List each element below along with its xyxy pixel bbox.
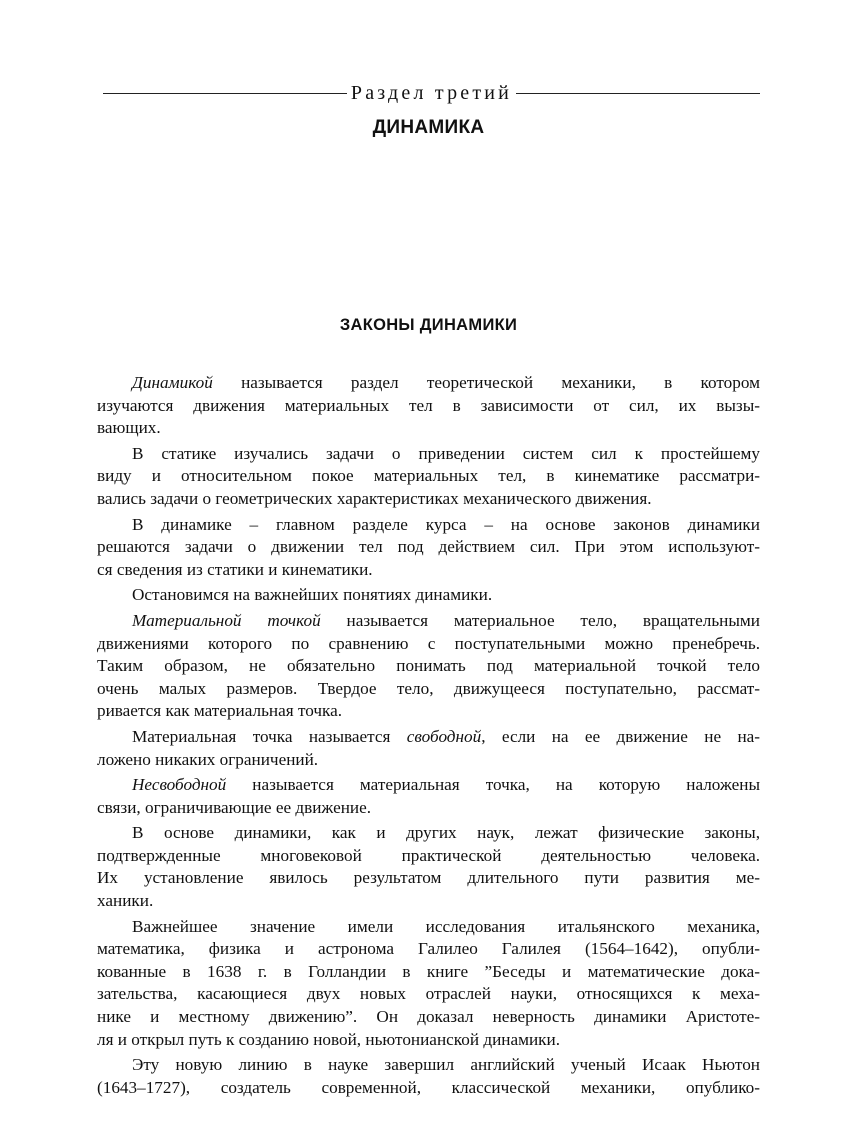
- text-line: Таким образом, не обязательно понимать под материальной точкой тело: [97, 656, 760, 676]
- text-line: Несвободной называется материальная точка, на которую наложены: [132, 775, 760, 795]
- text-line: В статике изучались задачи о приведении систем сил к простейшему: [132, 443, 760, 463]
- text-line: кованные в 1638 г. в Голландии в книге ”Беседы и математические дока-: [97, 961, 760, 981]
- text-line: нике и местному движению”. Он доказал неверность динамики Аристоте-: [97, 1007, 760, 1027]
- text-line: Их установление явилось результатом длительного пути развития ме-: [97, 868, 760, 888]
- text-line: ся сведения из статики и кинематики.: [97, 559, 373, 579]
- left-rule: [103, 93, 347, 94]
- paragraph: [97, 774, 760, 819]
- text-line: Материальная точка называется свободной, если на ее движение не на-: [132, 726, 761, 746]
- paragraph: [97, 372, 760, 440]
- paragraph: [97, 822, 760, 912]
- text-line: (1643–1727), создатель современной, классической механики, опублико-: [97, 1077, 760, 1097]
- text-line: очень малых размеров. Твердое тело, движущееся поступательно, рассмат-: [97, 678, 760, 698]
- term-non-free: Несвободной: [132, 775, 227, 795]
- text-line: ривается как материальная точка.: [97, 701, 343, 721]
- paragraph: [97, 584, 760, 607]
- right-rule: [516, 93, 760, 94]
- section-label: Раздел третий: [350, 81, 513, 104]
- text-line: Эту новую линию в науке завершил английский ученый Исаак Ньютон: [132, 1055, 760, 1075]
- section-header: [103, 78, 760, 108]
- text-line: решаются задачи о движении тел под действием сил. При этом используют-: [97, 537, 760, 557]
- text-line: изучаются движения материальных тел в зависимости от сил, их вызы-: [97, 395, 760, 415]
- text-line: виду и относительном покое материальных тел, в кинематике рассматри-: [97, 466, 760, 486]
- text-line: ля и открыл путь к созданию новой, ньютонианской динамики.: [97, 1029, 561, 1049]
- term-free: свободной: [406, 726, 482, 746]
- text-line: вались задачи о геометрических характеристиках механического движения.: [97, 488, 652, 508]
- paragraph: [97, 1054, 760, 1099]
- text-line: ханики.: [97, 891, 154, 911]
- text-line: Динамикой называется раздел теоретической механики, в котором: [132, 373, 760, 392]
- term-material-point: Материальной точкой: [132, 610, 321, 630]
- text-line: ложено никаких ограничений.: [97, 749, 319, 769]
- text-line: вающих.: [97, 418, 161, 438]
- text-line: подтвержденные многовековой практической деятельностью человека.: [97, 845, 760, 865]
- paragraph: [97, 726, 760, 771]
- text-line: связи, ограничивающие ее движение.: [97, 797, 372, 817]
- paragraph: [97, 610, 760, 723]
- text-line: В основе динамики, как и других наук, лежат физические законы,: [132, 823, 760, 843]
- paragraph: [97, 514, 760, 582]
- text-line: математика, физика и астронома Галилео Галилея (1564–1642), опубли-: [97, 939, 760, 959]
- text-line: движениями которого по сравнению с поступательными можно пренебречь.: [97, 633, 760, 653]
- part-title: ДИНАМИКА: [372, 117, 485, 138]
- text-line: Важнейшее значение имели исследования итальянского механика,: [132, 916, 760, 936]
- body-text: [97, 372, 760, 1102]
- text-line: зательства, касающиеся двух новых отраслей науки, относящихся к меха-: [97, 984, 760, 1004]
- paragraph: [97, 916, 760, 1052]
- term-dynamics: Динамикой: [132, 373, 213, 392]
- text-line: В динамике – главном разделе курса – на основе законов динамики: [132, 514, 760, 534]
- text-line: Материальной точкой называется материальное тело, вращательными: [132, 610, 760, 630]
- text-line: Остановимся на важнейших понятиях динамики.: [132, 585, 493, 605]
- paragraph: [97, 443, 760, 511]
- chapter-title: ЗАКОНЫ ДИНАМИКИ: [339, 316, 518, 334]
